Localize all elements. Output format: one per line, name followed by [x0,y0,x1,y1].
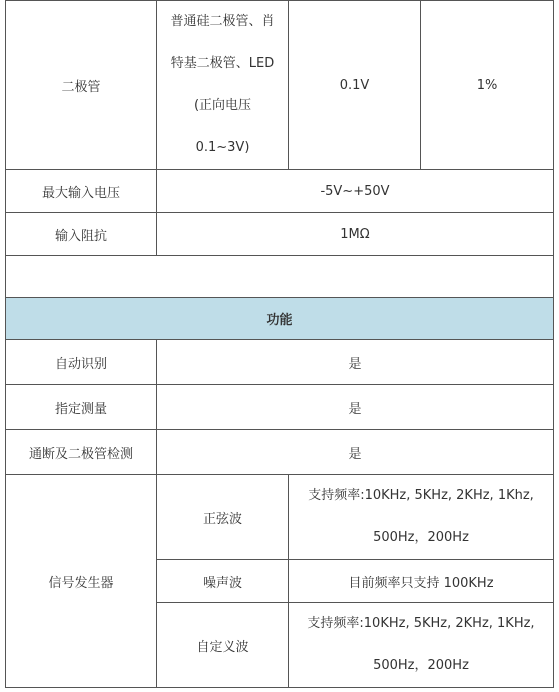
diode-desc-line: 特基二极管、LED [170,56,275,71]
max-input-voltage-row [6,170,554,213]
wave-freq-custom [289,603,554,688]
diode-desc-line: (正向电压 [193,98,252,113]
functions-header-row [6,298,554,340]
function-value: 是 [157,385,554,430]
input-impedance-row [6,213,554,256]
wave-freq-line: 支持频率:10KHz, 5KHz, 2KHz, 1Khz, [308,488,534,503]
diode-description [157,1,289,170]
functions-header: 功能 [6,298,554,340]
signal-generator-label: 信号发生器 [6,475,157,688]
diode-accuracy: 1% [421,1,554,170]
wave-freq-sine [289,475,554,560]
input-impedance-label: 输入阻抗 [6,213,157,256]
spec-table [5,0,554,688]
max-input-voltage-value: -5V~+50V [157,170,554,213]
function-label: 自动识别 [6,340,157,385]
wave-freq-line: 500Hz，200Hz [373,658,469,673]
wave-name-custom: 自定义波 [157,603,289,688]
function-label: 通断及二极管检测 [6,430,157,475]
function-label: 指定测量 [6,385,157,430]
empty-cell [6,256,554,298]
diode-label: 二极管 [6,1,157,170]
function-value: 是 [157,430,554,475]
signal-row-sine [6,475,554,560]
table-row [6,430,554,475]
function-value: 是 [157,340,554,385]
wave-name-noise: 噪声波 [157,560,289,603]
max-input-voltage-label: 最大输入电压 [6,170,157,213]
wave-freq-line: 支持频率:10KHz, 5KHz, 2KHz, 1KHz, [307,616,535,631]
table-row [6,340,554,385]
diode-desc-line: 0.1~3V) [195,140,250,155]
input-impedance-value: 1MΩ [157,213,554,256]
diode-resolution: 0.1V [289,1,421,170]
table-row [6,385,554,430]
empty-row [6,256,554,298]
diode-desc-line: 普通硅二极管、肖 [170,14,275,29]
wave-freq-line: 500Hz，200Hz [373,530,469,545]
wave-freq-noise: 目前频率只支持 100KHz [289,560,554,603]
wave-name-sine: 正弦波 [157,475,289,560]
diode-row [6,1,554,170]
